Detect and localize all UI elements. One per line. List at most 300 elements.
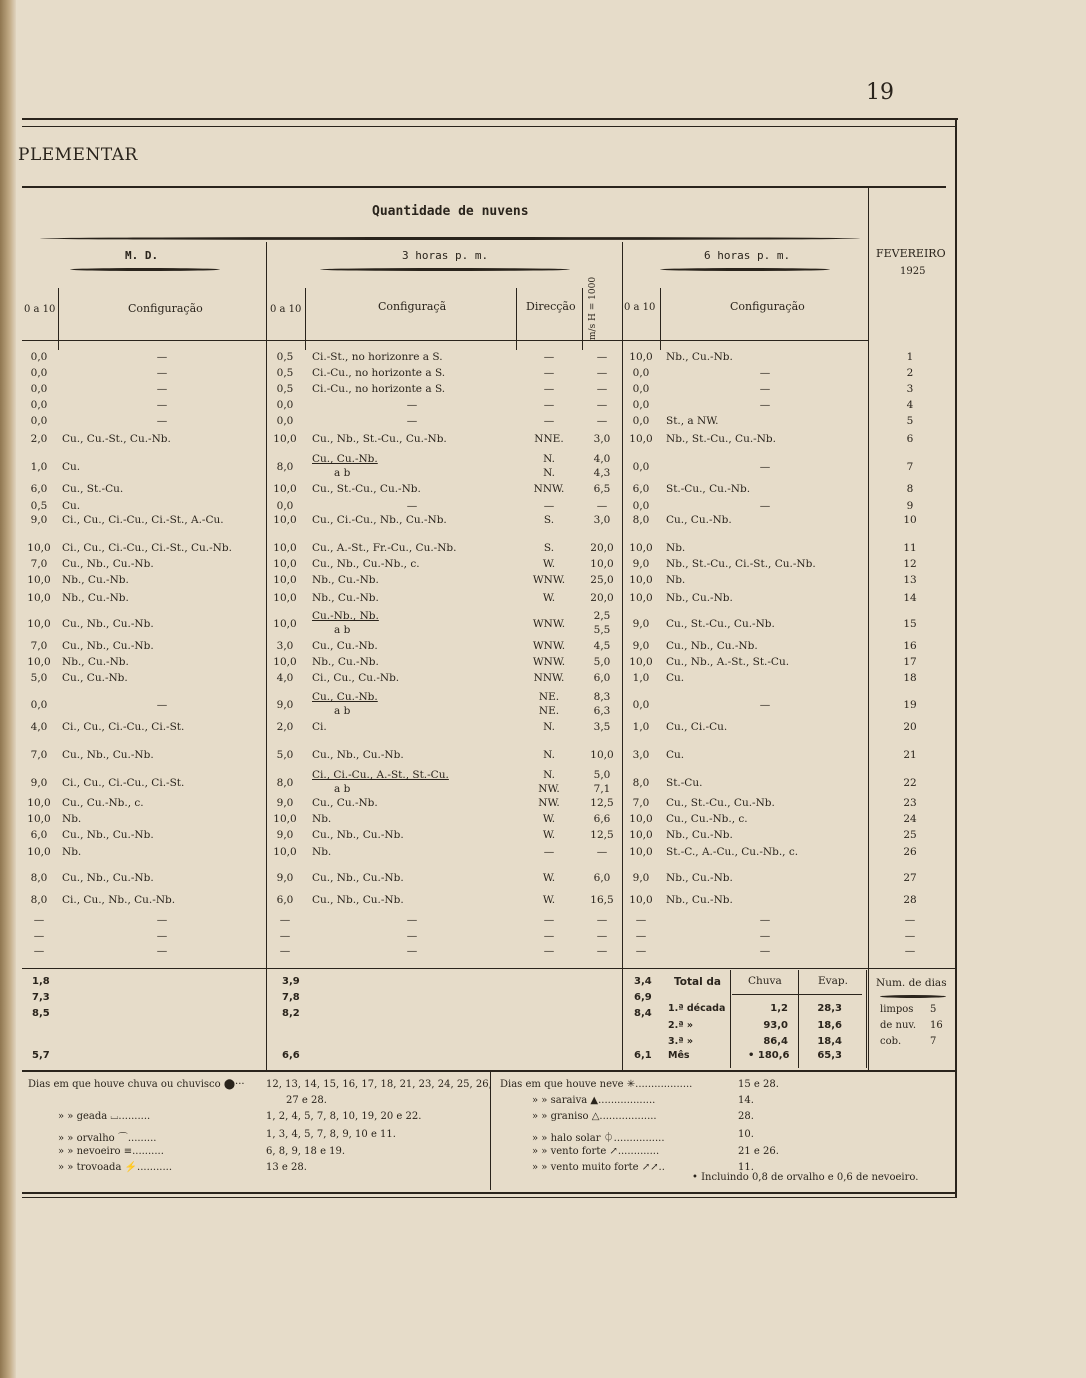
direction: —: [543, 415, 555, 427]
legend-right-label: » » vento forte ↗.............: [532, 1146, 660, 1157]
p3-config: —: [406, 415, 418, 427]
top-rule: [22, 118, 958, 120]
day-number: 7: [906, 461, 914, 473]
p3-value: 0,5: [276, 351, 294, 363]
day-number: 25: [903, 829, 917, 841]
direction: —: [543, 846, 555, 858]
blank-dash: —: [406, 930, 418, 942]
summary-col-line: [730, 970, 731, 1068]
md-value: 0,0: [30, 367, 48, 379]
legend-left-value: 12, 13, 14, 15, 16, 17, 18, 21, 23, 24, 25, 26,: [266, 1079, 492, 1090]
summary-col-line: [798, 970, 799, 1068]
md-value: 0,0: [30, 351, 48, 363]
chuva-label: Chuva: [748, 975, 782, 987]
md-value: 10,0: [27, 656, 51, 668]
md-config: Nb., Cu.-Nb.: [62, 574, 129, 586]
day-number: 12: [903, 558, 917, 570]
day-number: 6: [906, 433, 914, 445]
md-swash: [70, 268, 220, 271]
legend-right-label: » » vento muito forte ↗↗..: [532, 1162, 665, 1173]
day-number: 28: [903, 894, 917, 906]
direction: WNW.: [532, 618, 566, 630]
p3-config: Cu., A.-St., Fr.-Cu., Cu.-Nb.: [312, 542, 457, 554]
md-config: Ci., Cu., Ci.-Cu., Ci.-St., A.-Cu.: [62, 514, 224, 526]
p6-value: 8,0: [632, 514, 650, 526]
p3-config: Cu., Nb., St.-Cu., Cu.-Nb.: [312, 433, 447, 445]
p3-config: Cu., Nb., Cu.-Nb.: [312, 749, 404, 761]
decade-chuva: 1,2: [770, 1003, 788, 1014]
blank-dash: —: [543, 930, 555, 942]
p3-config: Ci.-Cu., no horizonte a S.: [312, 367, 446, 379]
p3-value: 0,0: [276, 415, 294, 427]
blank-dash: —: [543, 914, 555, 926]
speed-header: m/s H = 1000: [588, 276, 598, 340]
p3-swash: [320, 268, 570, 271]
md-config: Ci., Cu., Ci.-Cu., Ci.-St., Cu.-Nb.: [62, 542, 232, 554]
p3-value: 5,0: [276, 749, 294, 761]
blank-dash: —: [904, 914, 916, 926]
speed: —: [596, 367, 608, 379]
speed: 3,5: [593, 721, 611, 733]
md-config: Ci., Cu., Nb., Cu.-Nb.: [62, 894, 176, 906]
p6-config: —: [759, 383, 771, 395]
md-config: —: [156, 351, 168, 363]
dias-value: 7: [930, 1036, 937, 1047]
legend-left-value: 1, 3, 4, 5, 7, 8, 9, 10 e 11.: [266, 1129, 396, 1140]
direction: —: [543, 399, 555, 411]
p3-value: 10,0: [273, 558, 297, 570]
direction: N.: [543, 749, 555, 761]
p6-value: 10,0: [629, 656, 653, 668]
day-number: 13: [903, 574, 917, 586]
md-config: —: [156, 415, 168, 427]
p3-value: 10,0: [273, 433, 297, 445]
frame-bottom-thin: [22, 1197, 956, 1198]
blank-dash: —: [279, 914, 291, 926]
p6-value: 10,0: [629, 894, 653, 906]
speed: 3,0: [593, 433, 611, 445]
legend-right-value: 10.: [738, 1129, 754, 1140]
blank-dash: —: [156, 914, 168, 926]
dias-value: 5: [930, 1004, 937, 1015]
year-header: 1925: [900, 266, 926, 277]
md-value: 1,0: [30, 461, 48, 473]
p6-header: 6 horas p. m.: [704, 249, 791, 262]
p6-value: 9,0: [632, 872, 650, 884]
md-config: Nb., Cu.-Nb.: [62, 592, 129, 604]
num-dias-swash: [880, 995, 946, 998]
blank-dash: —: [279, 945, 291, 957]
legend-left-value: 27 e 28.: [286, 1095, 327, 1106]
p3-value: 0,0: [276, 500, 294, 512]
md-value: 7,0: [30, 640, 48, 652]
p3-config: Cu., Nb., Cu.-Nb.: [312, 894, 404, 906]
p6-config: Cu., Cu.-Nb., c.: [666, 813, 748, 825]
summary-col-line: [866, 970, 867, 1068]
speed: 20,0: [590, 542, 614, 554]
decade-evap: 18,4: [817, 1036, 842, 1047]
decade-evap: 28,3: [817, 1003, 842, 1014]
header-bottom-rule: [22, 340, 868, 341]
speed: 6,0: [593, 672, 611, 684]
p6-value: 10,0: [629, 542, 653, 554]
day-number: 18: [903, 672, 917, 684]
day-number: 26: [903, 846, 917, 858]
day-number: 1: [906, 351, 914, 363]
decade-label: 3.ª »: [668, 1036, 694, 1047]
speed: —: [596, 399, 608, 411]
direction: N.: [543, 769, 555, 781]
legend-left-label: » » nevoeiro ≡..........: [58, 1146, 164, 1157]
p3-value: 10,0: [273, 514, 297, 526]
day-number: 17: [903, 656, 917, 668]
md-value: 10,0: [27, 618, 51, 630]
p3-config: Cu., Cu.-Nb.: [312, 453, 378, 465]
speed-2: 4,3: [593, 467, 611, 479]
direction: W.: [542, 894, 556, 906]
p6-value: 0,0: [632, 367, 650, 379]
speed: 20,0: [590, 592, 614, 604]
decade-evap: 65,3: [817, 1050, 842, 1061]
day-number: 23: [903, 797, 917, 809]
speed: —: [596, 351, 608, 363]
blank-dash: —: [279, 930, 291, 942]
p3-value: 10,0: [273, 542, 297, 554]
p6-config: Cu.: [666, 749, 685, 761]
col-line-day: [868, 188, 869, 1070]
p6-config: St., a NW.: [666, 415, 719, 427]
legend-left-label: Dias em que houve chuva ou chuvisco ⬤···: [28, 1079, 245, 1090]
direction: S.: [543, 542, 555, 554]
direction: —: [543, 500, 555, 512]
section-title: PLEMENTAR: [18, 145, 138, 165]
frame-right: [955, 118, 957, 1198]
p6-value: 10,0: [629, 351, 653, 363]
day-number: 5: [906, 415, 914, 427]
evap-label: Evap.: [818, 975, 848, 987]
p6-config: —: [759, 399, 771, 411]
speed: 10,0: [590, 749, 614, 761]
legend-left-value: 1, 2, 4, 5, 7, 8, 10, 19, 20 e 22.: [266, 1111, 422, 1122]
p3-header: 3 horas p. m.: [402, 249, 489, 262]
speed-2: 5,5: [593, 624, 611, 636]
decade-evap: 18,6: [817, 1020, 842, 1031]
md-value: 10,0: [27, 542, 51, 554]
speed: 4,5: [593, 640, 611, 652]
direction: W.: [542, 829, 556, 841]
direction: NE.: [538, 691, 560, 703]
blank-dash: —: [904, 945, 916, 957]
header-swash: [40, 237, 860, 240]
speed: —: [596, 415, 608, 427]
blank-dash: —: [596, 945, 608, 957]
md-config-header: Configuração: [128, 302, 203, 315]
p3-value: 0,0: [276, 399, 294, 411]
p3-config: Nb.: [312, 813, 332, 825]
speed: —: [596, 383, 608, 395]
p6-config: Cu., St.-Cu., Cu.-Nb.: [666, 618, 775, 630]
speed: 16,5: [590, 894, 614, 906]
blank-dash: —: [596, 930, 608, 942]
direction: N.: [543, 721, 555, 733]
p6-value: 0,0: [632, 699, 650, 711]
p3-value: 8,0: [276, 461, 294, 473]
p3-config: Cu., Nb., Cu.-Nb., c.: [312, 558, 420, 570]
p3-config-sub: a b: [334, 783, 351, 795]
p3-config: Ci.-St., no horizonre a S.: [312, 351, 443, 363]
blank-dash: —: [759, 945, 771, 957]
md-value: 2,0: [30, 433, 48, 445]
blank-dash: —: [904, 930, 916, 942]
book-spine: [0, 0, 16, 1378]
md-value: 0,0: [30, 383, 48, 395]
speed: 8,3: [593, 691, 611, 703]
decade-chuva: 93,0: [763, 1020, 788, 1031]
day-number: 2: [906, 367, 914, 379]
p6-summary: 6,9: [634, 992, 652, 1003]
direction: NW.: [538, 797, 560, 809]
md-config: Cu.: [62, 461, 81, 473]
blank-dash: —: [635, 914, 647, 926]
p6-value: 1,0: [632, 721, 650, 733]
direction-2: NE.: [538, 705, 560, 717]
md-config: —: [156, 699, 168, 711]
dias-label: limpos: [880, 1004, 914, 1015]
p6-config: Nb., St.-Cu., Ci.-St., Cu.-Nb.: [666, 558, 816, 570]
day-number: 22: [903, 777, 917, 789]
p6-config: Cu., Ci.-Cu.: [666, 721, 728, 733]
day-number: 15: [903, 618, 917, 630]
blank-dash: —: [33, 930, 45, 942]
speed-2: 7,1: [593, 783, 611, 795]
p6-config: Nb., St.-Cu., Cu.-Nb.: [666, 433, 776, 445]
blank-dash: —: [759, 930, 771, 942]
day-number: 21: [903, 749, 917, 761]
p3-config: Cu., Nb., Cu.-Nb.: [312, 872, 404, 884]
md-value: 0,0: [30, 415, 48, 427]
p6-value: 0,0: [632, 500, 650, 512]
p3-config: Ci.-Cu., no horizonte a S.: [312, 383, 446, 395]
p6-summary: 8,4: [634, 1008, 652, 1019]
day-number: 10: [903, 514, 917, 526]
footnote: • Incluindo 0,8 de orvalho e 0,6 de nevoeiro.: [692, 1172, 919, 1183]
blank-dash: —: [543, 945, 555, 957]
md-config: —: [156, 399, 168, 411]
p6-value: 9,0: [632, 640, 650, 652]
p6-config: —: [759, 461, 771, 473]
p6-value: 0,0: [632, 415, 650, 427]
direction: W.: [542, 872, 556, 884]
p3-config: —: [406, 500, 418, 512]
decade-label: Mês: [668, 1050, 690, 1061]
total-label: Total da: [674, 976, 721, 988]
md-scale-header: 0 a 10: [24, 304, 56, 315]
blank-dash: —: [596, 914, 608, 926]
legend-left-value: 13 e 28.: [266, 1162, 307, 1173]
speed: 4,0: [593, 453, 611, 465]
p3-config: Ci., Ci.-Cu., A.-St., St.-Cu.: [312, 769, 449, 781]
p6-value: 10,0: [629, 592, 653, 604]
md-value: 10,0: [27, 813, 51, 825]
direction-2: N.: [543, 467, 555, 479]
direction: W.: [542, 592, 556, 604]
legend-right-label: » » halo solar ⏀................: [532, 1133, 665, 1144]
col-line-p6: [622, 242, 623, 1070]
p3-config-sub: a b: [334, 467, 351, 479]
p6-summary: 6,1: [634, 1050, 652, 1061]
direction-header: Direcção: [526, 300, 576, 313]
legend-right-label: Dias em que houve neve ✳..................: [500, 1079, 693, 1090]
col-line-p3: [266, 242, 267, 1070]
p6-swash: [660, 268, 830, 271]
md-config: —: [156, 367, 168, 379]
table-top-rule: [22, 186, 946, 188]
p3-value: 4,0: [276, 672, 294, 684]
blank-dash: —: [759, 914, 771, 926]
direction: NNE.: [534, 433, 564, 445]
legend-right-label: » » graniso △..................: [532, 1111, 657, 1122]
md-config: Cu., Nb., Cu.-Nb.: [62, 640, 154, 652]
p6-config: Cu., St.-Cu., Cu.-Nb.: [666, 797, 775, 809]
direction: —: [543, 367, 555, 379]
md-summary: 8,5: [32, 1008, 50, 1019]
blank-dash: —: [406, 945, 418, 957]
md-value: 10,0: [27, 574, 51, 586]
blank-dash: —: [33, 914, 45, 926]
md-value: 0,5: [30, 500, 48, 512]
p3-value: 8,0: [276, 777, 294, 789]
direction: —: [543, 383, 555, 395]
direction: W.: [542, 558, 556, 570]
p3-config: Cu., Ci.-Cu., Nb., Cu.-Nb.: [312, 514, 447, 526]
blank-dash: —: [33, 945, 45, 957]
p3-value: 0,5: [276, 367, 294, 379]
p6-value: 9,0: [632, 618, 650, 630]
p6-value: 0,0: [632, 383, 650, 395]
p3-value: 10,0: [273, 618, 297, 630]
legend-right-value: 21 e 26.: [738, 1146, 779, 1157]
md-value: 10,0: [27, 797, 51, 809]
direction: W.: [542, 813, 556, 825]
day-number: 3: [906, 383, 914, 395]
speed: 2,5: [593, 610, 611, 622]
p6-summary: 3,4: [634, 976, 652, 987]
day-number: 14: [903, 592, 917, 604]
direction: NNW.: [533, 672, 565, 684]
direction: WNW.: [532, 656, 566, 668]
md-value: 0,0: [30, 399, 48, 411]
legend-right-value: 28.: [738, 1111, 754, 1122]
decade-label: 2.ª »: [668, 1020, 694, 1031]
frame-bottom: [22, 1192, 956, 1194]
md-config: Cu., Nb., Cu.-Nb.: [62, 829, 154, 841]
p3-value: 2,0: [276, 721, 294, 733]
md-value: 9,0: [30, 777, 48, 789]
p6-config: Cu., Cu.-Nb.: [666, 514, 732, 526]
page-number: 19: [866, 80, 894, 105]
direction: N.: [543, 453, 555, 465]
legend-right-value: 14.: [738, 1095, 754, 1106]
p3-config: Nb., Cu.-Nb.: [312, 574, 379, 586]
md-config: Cu., Cu.-Nb.: [62, 672, 128, 684]
day-number: 11: [903, 542, 917, 554]
blank-dash: —: [635, 930, 647, 942]
summary-bottom-rule: [22, 1070, 956, 1072]
md-header: M. D.: [125, 249, 159, 262]
speed: 5,0: [593, 656, 611, 668]
md-config: Ci., Cu., Ci.-Cu., Ci.-St.: [62, 777, 185, 789]
md-summary: 5,7: [32, 1050, 50, 1061]
md-value: 9,0: [30, 514, 48, 526]
speed: 12,5: [590, 829, 614, 841]
p3-config-sub: a b: [334, 624, 351, 636]
p6-config: Nb., Cu.-Nb.: [666, 351, 733, 363]
p3-config: Ci.: [312, 721, 327, 733]
p3-config-header: Configuraçã: [378, 300, 447, 313]
md-config: Cu., Cu.-St., Cu.-Nb.: [62, 433, 171, 445]
p3-config: Cu., St.-Cu., Cu.-Nb.: [312, 483, 421, 495]
p3-value: 6,0: [276, 894, 294, 906]
speed-2: 6,3: [593, 705, 611, 717]
quantity-title: Quantidade de nuvens: [372, 204, 529, 219]
p3-config: Nb., Cu.-Nb.: [312, 656, 379, 668]
p6-scale-header: 0 a 10: [624, 302, 656, 313]
speed: 5,0: [593, 769, 611, 781]
p3-config: Cu., Cu.-Nb.: [312, 640, 378, 652]
p3-summary: 3,9: [282, 976, 300, 987]
p3-summary: 8,2: [282, 1008, 300, 1019]
p6-config: Cu., Nb., A.-St., St.-Cu.: [666, 656, 790, 668]
p6-value: 7,0: [632, 797, 650, 809]
decade-label: 1.ª década: [668, 1003, 726, 1014]
speed: 3,0: [593, 514, 611, 526]
legend-left-value: 6, 8, 9, 18 e 19.: [266, 1146, 346, 1157]
p6-config: St.-C., A.-Cu., Cu.-Nb., c.: [666, 846, 799, 858]
p3-config: —: [406, 399, 418, 411]
blank-dash: —: [635, 945, 647, 957]
decade-chuva: • 180,6: [748, 1050, 790, 1061]
p3-summary: 6,6: [282, 1050, 300, 1061]
p6-value: 10,0: [629, 829, 653, 841]
p6-value: 8,0: [632, 777, 650, 789]
p6-value: 1,0: [632, 672, 650, 684]
speed: —: [596, 846, 608, 858]
blank-dash: —: [406, 914, 418, 926]
md-value: 10,0: [27, 592, 51, 604]
direction: S.: [543, 514, 555, 526]
md-config: Cu.: [62, 500, 81, 512]
p6-value: 10,0: [629, 813, 653, 825]
p3-value: 10,0: [273, 656, 297, 668]
p3-value: 10,0: [273, 483, 297, 495]
summary-header-rule: [732, 994, 862, 995]
p3-value: 10,0: [273, 574, 297, 586]
p3-config: Cu., Cu.-Nb.: [312, 691, 378, 703]
p6-config: Cu.: [666, 672, 685, 684]
md-config: Nb., Cu.-Nb.: [62, 656, 129, 668]
md-value: 7,0: [30, 558, 48, 570]
md-config: Cu., Nb., Cu.-Nb.: [62, 749, 154, 761]
dias-label: cob.: [880, 1036, 902, 1047]
legend-right-label: » » saraiva ▲..................: [532, 1095, 656, 1106]
p3-config-sub: a b: [334, 705, 351, 717]
p6-config: —: [759, 699, 771, 711]
day-number: 24: [903, 813, 917, 825]
day-number: 4: [906, 399, 914, 411]
dias-label: de nuv.: [880, 1020, 917, 1031]
day-number: 20: [903, 721, 917, 733]
direction: —: [543, 351, 555, 363]
